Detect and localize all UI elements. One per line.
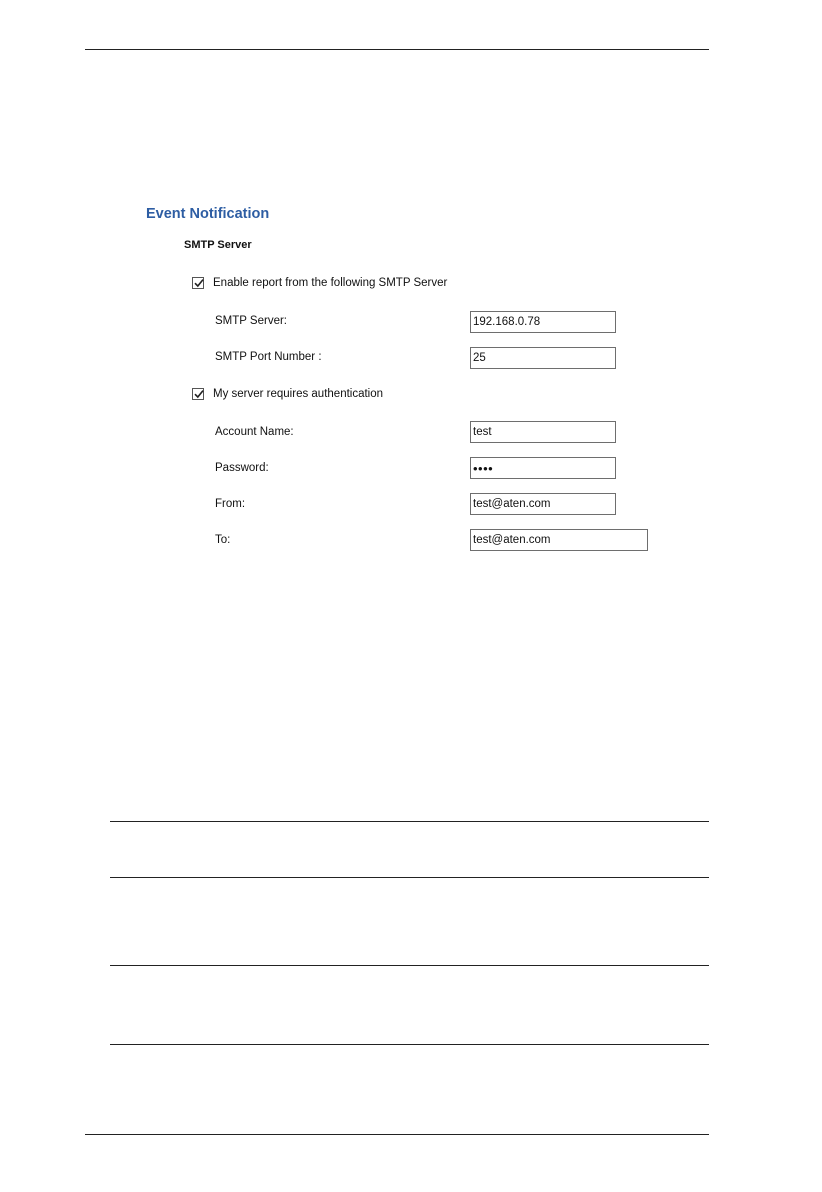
smtp-server-label: SMTP Server:: [215, 315, 287, 327]
requires-auth-checkbox[interactable]: [192, 388, 204, 400]
smtp-server-input[interactable]: [470, 311, 616, 333]
section-title: Event Notification: [146, 206, 270, 222]
divider-rule: [110, 821, 709, 822]
requires-auth-row[interactable]: [192, 388, 383, 400]
password-input[interactable]: [470, 457, 616, 479]
password-label: Password:: [215, 462, 269, 474]
from-input[interactable]: [470, 493, 616, 515]
from-label: From:: [215, 498, 246, 510]
requires-auth-label: My server requires authentication: [213, 388, 384, 400]
divider-rule: [110, 877, 709, 878]
enable-report-label: Enable report from the following SMTP Server: [213, 277, 448, 289]
check-icon: [193, 388, 205, 400]
divider-rule: [110, 965, 709, 966]
to-label: To:: [215, 534, 231, 546]
check-icon: [193, 277, 205, 289]
divider-rule: [110, 1044, 709, 1045]
smtp-port-input[interactable]: [470, 347, 616, 369]
smtp-port-label: SMTP Port Number :: [215, 351, 322, 363]
to-input[interactable]: [470, 529, 648, 551]
enable-report-row[interactable]: [192, 277, 447, 289]
account-name-label: Account Name:: [215, 426, 294, 438]
page-header-rule: [85, 49, 709, 50]
page-footer-rule: [85, 1134, 709, 1135]
subsection-title: SMTP Server: [184, 239, 252, 251]
enable-report-checkbox[interactable]: [192, 277, 204, 289]
account-name-input[interactable]: [470, 421, 616, 443]
